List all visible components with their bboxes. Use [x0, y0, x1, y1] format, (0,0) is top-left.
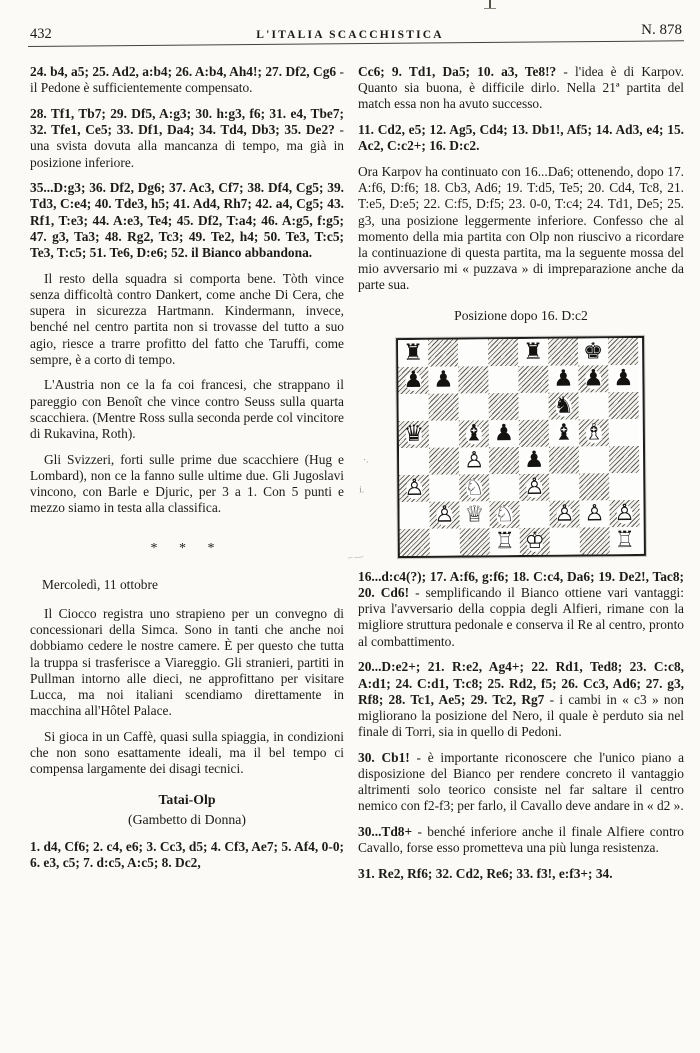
white-pawn-piece: ♙ — [584, 500, 605, 527]
chess-diagram-section — [347, 307, 684, 562]
board-square — [489, 447, 519, 474]
board-square — [579, 419, 609, 446]
black-knight-piece: ♞ — [553, 392, 574, 419]
board-square — [519, 474, 549, 501]
annotation-text: - l'idea è di Karpov. Quanto sia buona, è difficile dirlo. Nella 21ª partita del match essa non ha avuto successo. — [358, 64, 684, 112]
board-square — [429, 474, 459, 501]
board-square — [429, 501, 459, 528]
chess-moves-text: 20...D:e2+; 21. R:e2, Ag4+; 22. Rd1, Ted8; 23. C:c8, A:d1; 24. C:d1, T:c8; 25. Rd2, f5; 26. Cc3, Ad6; 27. g3, Rf8; 28. Tc1, Ae5; 29. Tc2, Rg7 — [358, 659, 684, 707]
board-square — [519, 501, 549, 528]
board-square — [399, 502, 429, 529]
board-square — [549, 473, 579, 500]
board-square — [519, 447, 549, 474]
black-bishop-piece: ♝ — [553, 419, 575, 446]
board-square — [489, 393, 519, 420]
board-square — [609, 392, 639, 419]
board-square — [459, 447, 489, 474]
paragraph — [30, 839, 344, 871]
board-square — [548, 338, 578, 365]
board-square — [608, 338, 638, 365]
chess-moves-text: 30. Cb1! — [358, 749, 410, 765]
paragraph — [30, 180, 344, 261]
annotation-text: Si gioca in un Caffè, quasi sulla spiaggia, in condizioni che non sono esattamente ideali, ma il bel tempo ci compensa largamente dei disagi tecnici. — [30, 728, 344, 777]
annotation-text: Mercoledì, 11 ottobre — [42, 576, 158, 592]
paragraph — [358, 164, 684, 294]
annotation-text: - una svista dovuta alla mancanza di tempo, ma già in posizione inferiore. — [30, 122, 345, 170]
chess-moves-text: 28. Tf1, Tb7; 29. Df5, A:g3; 30. h:g3, f6; 31. e4, Tbe7; 32. Tfe1, Ce5; 33. Df1, Da4; 34. Td4, Db3; 35. De2? — [30, 105, 344, 138]
board-square — [550, 527, 580, 554]
paragraph — [358, 824, 684, 856]
board-square — [518, 339, 548, 366]
paragraph — [358, 122, 684, 154]
black-pawn-piece: ♟ — [523, 446, 545, 474]
board-square — [579, 392, 609, 419]
board-square — [609, 446, 639, 473]
black-pawn-piece: ♟ — [553, 365, 574, 392]
white-pawn-piece: ♙ — [524, 473, 545, 501]
board-square — [489, 474, 519, 501]
black-pawn-piece: ♟ — [583, 365, 604, 392]
black-rook-piece: ♜ — [522, 338, 544, 366]
black-pawn-piece: ♟ — [403, 366, 424, 394]
board-square — [579, 446, 609, 473]
board-square — [400, 529, 430, 556]
paragraph — [30, 729, 344, 778]
board-square — [578, 365, 608, 392]
chess-board — [347, 336, 646, 562]
right-column — [347, 64, 685, 892]
black-pawn-piece: ♟ — [613, 365, 634, 392]
right-column-bottom — [358, 569, 684, 882]
pencil-mark: ·. — [363, 454, 369, 465]
date-heading — [30, 577, 344, 593]
black-queen-piece: ♛ — [403, 420, 425, 448]
annotation-text: Il Ciocco registra uno strapieno per un convegno di concessionari della Simca. Sono in tanti che anche noi dobbiamo cedere le nostre camere. È per questo che tutta la truppa si trasferisce a Viareggio. Gli stranieri, partiti in Pullman intorno alle dieci, ne approfittano per visitare Lucca, ma noi italiani scendiamo direttamente in macchina all'Hôtel Palace. — [30, 605, 344, 719]
board-square — [429, 447, 459, 474]
white-knight-piece: ♘ — [464, 474, 485, 501]
board-square — [609, 473, 639, 500]
paragraph — [30, 606, 344, 719]
paragraph — [358, 750, 684, 815]
paragraph — [358, 659, 684, 740]
annotation-text: Ora Karpov ha continuato con 16...Da6; ottenendo, dopo 17. A:f6, D:f6; 18. Cb3, Ad6; 19. T:d5, Te5; 20. Cd4, Tc8, 21. T:e5, D:e5; 22. C:f5, D:f5; 23. 0-0, T:c4; 24. Td1, De5; 25. g3, una posizione leggermente inferiore. Confesso che al momento della mia partita con Olp non riuscivo a ricordare la continuazione di questa partita, ma la seguente mossa del mio avversario mi « puzzava » di impreparazione anche da parte sua. — [358, 164, 684, 293]
board-square — [458, 366, 488, 393]
annotation-text: - benché inferiore anche il finale Alfiere contro Cavallo, forse esso prometteva una più lunga resistenza. — [358, 824, 684, 856]
annotation-text: - semplificando il Bianco ottiene vari vantaggi: priva l'avversario della coppia degli Alfieri, rimane con la migliore struttura pedonale e conserva il Re al centro, pronto al combattimento. — [358, 585, 684, 649]
board-square — [399, 475, 429, 502]
paragraph — [30, 452, 344, 517]
right-column-top — [358, 64, 684, 294]
annotation-text: Gli Svizzeri, forti sulle prime due scacchiere (Hug e Lombard), non ce la fanno sulle ultime due. Gli Jugoslavi vincono, con Barle e Djuric, per 3 a 1. Con 5 punti e mezzo siamo in testa alla classifica. — [30, 451, 344, 516]
board-square — [579, 500, 609, 527]
page-number: 432 — [30, 26, 52, 42]
paragraph — [30, 64, 344, 96]
board-square — [518, 366, 548, 393]
board-square — [580, 527, 610, 554]
board-square — [490, 528, 520, 555]
annotation-text: - il Pedone è sufficientemente compensato. — [30, 64, 344, 96]
board-square — [398, 340, 428, 367]
black-rook-piece: ♜ — [402, 339, 424, 367]
black-pawn-piece: ♟ — [493, 420, 515, 447]
board-square — [428, 366, 458, 393]
board-square — [549, 419, 579, 446]
black-pawn-piece: ♟ — [433, 366, 454, 393]
page-header — [0, 0, 700, 48]
paragraph — [30, 377, 344, 442]
section-separator: * * * — [150, 540, 224, 556]
board-square — [520, 528, 550, 555]
board-square — [609, 419, 639, 446]
board-square — [489, 501, 519, 528]
board-square — [579, 473, 609, 500]
left-column — [30, 64, 344, 881]
chess-moves-text: 35...D:g3; 36. Df2, Dg6; 37. Ac3, Cf7; 38. Df4, Cg5; 39. Td3, C:e4; 40. Tde3, h5; 41. Ad4, Rh7; 42. a4, Cg5; 43. Rf1, T:e3; 44. A:e3, Te4; 45. Df2, T:a4; 46. A:g5, f:g5; 47. g3, Ta3; 48. Rg2, Tc3; 49. Te2, h4; 50. Te3, T:c5; Te3, T:c5; 51. Te6, D:e6; 52. il Bianco abbandona. — [30, 180, 344, 261]
chess-moves-text: 11. Cd2, e5; 12. Ag5, Cd4; 13. Db1!, Af5; 14. Ad3, e4; 15. Ac2, C:c2+; 16. D:c2. — [358, 122, 684, 154]
white-pawn-piece: ♙ — [554, 500, 575, 527]
board-square — [399, 448, 429, 475]
annotation-text: - è importante riconoscere che l'unico piano a disposizione del Bianco per rendere concreto il vantaggio altrimenti solo teorico consiste nel far saltare il centro nemico con f2-f3; per farlo, il Cavallo deve andare in « d2 ». — [358, 749, 685, 814]
board-square — [608, 365, 638, 392]
paragraph — [358, 64, 684, 113]
board-square — [458, 339, 488, 366]
white-pawn-piece: ♙ — [614, 500, 635, 527]
board-square — [549, 500, 579, 527]
board-square — [429, 420, 459, 447]
white-knight-piece: ♘ — [494, 501, 515, 528]
white-queen-piece: ♕ — [464, 501, 485, 528]
white-rook-piece: ♖ — [614, 527, 636, 554]
chess-moves-text: 1. d4, Cf6; 2. c4, e6; 3. Cc3, d5; 4. Cf3, Ae7; 5. Af4, 0-0; 6. e3, c5; 7. d:c5, A:c5; 8. Dc2, — [30, 838, 344, 871]
paragraph — [30, 271, 344, 368]
journal-title: L'ITALIA SCACCHISTICA — [256, 29, 444, 41]
diagram-caption: Posizione dopo 16. D:c2 — [454, 307, 588, 323]
annotation-text: - i cambi in « c3 » non migliorano la posizione del Nero, il quale è perduto sia nel finale di Torri, sia in quello di Pedoni. — [358, 691, 685, 740]
chess-moves-text: 30...Td8+ — [358, 824, 413, 840]
board-square — [548, 365, 578, 392]
game-opening-name: (Gambetto di Donna) — [127, 811, 246, 827]
white-pawn-piece: ♙ — [404, 474, 425, 502]
white-bishop-piece: ♗ — [583, 419, 605, 446]
annotation-text: Il resto della squadra si comporta bene. Tòth vince senza difficoltà contro Dankert, come anche Di Cera, che supera in sicurezza Hartmann. Kindermann, invece, benché nel centro partita non si trovasse del tutto a suo agio, riesce a trarre profitto del fatto che Taruffi, come sempre, è a corto di tempo. — [30, 270, 344, 367]
board-square — [398, 367, 428, 394]
board-square — [399, 421, 429, 448]
white-king-piece: ♔ — [524, 527, 546, 555]
board-square — [549, 446, 579, 473]
issue-number: N. 878 — [641, 22, 682, 38]
white-pawn-piece: ♙ — [463, 447, 485, 474]
board-square — [549, 392, 579, 419]
board-square — [488, 366, 518, 393]
board-square — [459, 501, 489, 528]
board-square — [428, 339, 458, 366]
paragraph — [30, 106, 344, 171]
header-rule — [28, 40, 684, 47]
board-square — [430, 528, 460, 555]
board-square — [459, 420, 489, 447]
board-square — [519, 393, 549, 420]
annotation-text: L'Austria non ce la fa coi francesi, che strappano il pareggio con Benoît che vince contro Seuss sulla quarta scacchiera. (Mentre Ross sulla seconda perde col vincitore di Rukavina, Roth). — [30, 377, 344, 442]
white-pawn-piece: ♙ — [434, 501, 455, 528]
board-square — [429, 393, 459, 420]
board-square — [578, 338, 608, 365]
paragraph — [358, 866, 684, 882]
black-king-piece: ♚ — [582, 338, 604, 365]
chess-moves-text: 24. b4, a5; 25. Ad2, a:b4; 26. A:b4, Ah4!; 27. Df2, Cg6 — [30, 64, 337, 79]
game-title: Tatai-Olp — [158, 791, 216, 807]
board-square — [489, 420, 519, 447]
pencil-mark: –— — [347, 550, 366, 562]
pencil-mark: i. — [359, 484, 365, 495]
board-square — [519, 420, 549, 447]
board-square — [610, 527, 640, 554]
chess-moves-text: Cc6; 9. Td1, Da5; 10. a3, Te8!? — [358, 64, 557, 79]
board-square — [609, 500, 639, 527]
board-square — [488, 339, 518, 366]
chess-moves-text: 16...d:c4(?); 17. A:f6, g:f6; 18. C:c4, Da6; 19. De2!, Tac8; 20. Cd6! — [358, 568, 684, 601]
board-square — [459, 474, 489, 501]
chess-moves-text: 31. Re2, Rf6; 32. Cd2, Re6; 33. f3!, e:f3+; 34. — [358, 866, 613, 882]
board-square — [460, 528, 490, 555]
two-column-body — [0, 48, 700, 892]
black-bishop-piece: ♝ — [463, 420, 485, 447]
white-rook-piece: ♖ — [494, 528, 516, 555]
board-square — [459, 393, 489, 420]
board-square — [399, 394, 429, 421]
paragraph — [358, 569, 684, 650]
